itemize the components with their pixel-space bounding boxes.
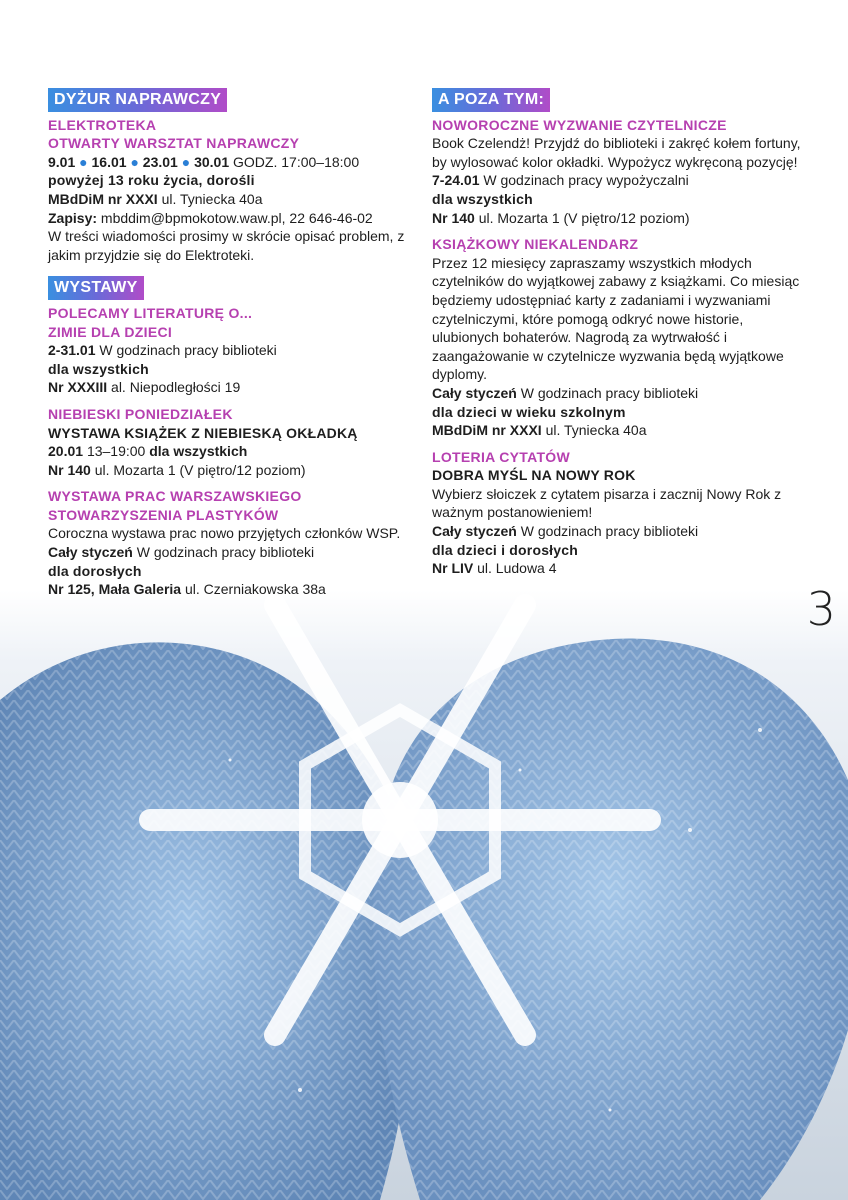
event-place [432,209,802,228]
bullet-icon: ● [181,153,191,170]
event-hours: GODZ. 17:00–18:00 [233,153,360,170]
event-place [48,190,418,209]
place-address: ul. Tyniecka 40a [161,190,263,207]
place-branch: Nr 140 [432,209,475,226]
signup-contact[interactable]: mbddim@bpmokotow.waw.pl, 22 646-46-02 [100,209,373,226]
event-date: Cały styczeń [48,544,133,561]
event-audience: dla dorosłych [48,562,142,579]
event-time [48,341,418,360]
event-category: POLECAMY LITERATURĘ O... [48,304,253,321]
event-place [432,421,802,440]
event-date: 23.01 [142,153,178,170]
signup-label: Zapisy: [48,209,98,226]
section-banner-more: A POZA TYM: [432,88,550,112]
event-category: WYSTAWA PRAC WARSZAWSKIEGO [48,488,302,505]
event-category: ELEKTROTEKA [48,116,157,133]
bullet-icon: ● [79,153,88,170]
event-hours: W godzinach pracy biblioteki [99,342,277,359]
event-description: Przez 12 miesięcy zapraszamy wszystkich młodych czytelników do wyjątkowej zabawy z książkami. Co miesiąc będziemy udostępniać karty z zadaniami i wyzwaniami czytelniczymi, które pomogą odkryć nowe historie, ulubionych bohaterów. Nagrodą za wytrwałość i zaangażowanie w czytelnicze wyzwania będą wyjątkowe dyplomy. [432,254,800,383]
event-description: Coroczna wystawa prac nowo przyjętych członków WSP. [48,525,401,542]
event-place [48,378,418,397]
event-time [432,171,802,190]
place-address: ul. Ludowa 4 [477,560,557,577]
event-hours: 13–19:00 [86,443,146,460]
place-branch: Nr LIV [432,560,474,577]
event-title: WYSTAWA KSIĄŻEK Z NIEBIESKĄ OKŁADKĄ [48,424,358,441]
event-dates [48,153,418,172]
event-description: Wybierz słoiczek z cytatem pisarza i zacznij Nowy Rok z ważnym postanowieniem! [432,485,782,521]
event-note: W treści wiadomości prosimy w skrócie opisać problem, z jakim przyjdzie się do Elektroteki. [48,228,405,263]
event-time [432,384,802,403]
place-address: ul. Czerniakowska 38a [184,581,326,598]
page-number: 3 [806,582,836,636]
event-hours: W godzinach pracy biblioteki [520,523,699,540]
event-audience: dla dzieci i dorosłych [432,541,578,558]
place-branch: Nr 140 [48,461,91,478]
event-time [48,442,418,461]
event-time [432,522,802,541]
event-date: 7-24.01 [432,172,480,189]
event-place [48,580,418,599]
event-signup [48,209,418,228]
place-address: al. Niepodległości 19 [111,379,241,396]
place-address: ul. Mozarta 1 (V piętro/12 poziom) [478,209,690,226]
place-branch: Nr XXXIII [48,379,108,396]
section-banner-repair: DYŻUR NAPRAWCZY [48,88,227,112]
event-date: 16.01 [91,153,127,170]
event-title: KSIĄŻKOWY NIEKALENDARZ [432,236,639,253]
event-date: 9.01 [48,153,76,170]
place-branch: Nr 125, Mała Galeria [48,581,182,598]
event-date: Cały styczeń [432,384,517,401]
event-hours: W godzinach pracy biblioteki [136,544,315,561]
event-title: OTWARTY WARSZTAT NAPRAWCZY [48,135,300,152]
event-description: Book Czelendż! Przyjdź do biblioteki i zakręć kołem fortuny, by wylosować kolor okładki. Wypożycz wykręconą pozycję! [432,135,801,170]
event-hours: W godzinach pracy wypożyczalni [483,172,689,189]
event-date: 2-31.01 [48,342,96,359]
event-audience: powyżej 13 roku życia, dorośli [48,172,255,189]
event-date: 30.01 [194,153,230,170]
event-title: ZIMIE DLA DZIECI [48,323,173,340]
event-place [432,559,802,578]
event-title: STOWARZYSZENIA PLASTYKÓW [48,506,279,523]
place-address: ul. Mozarta 1 (V piętro/12 poziom) [94,461,306,478]
event-time [48,543,418,562]
place-address: ul. Tyniecka 40a [545,422,647,439]
event-date: 20.01 [48,443,84,460]
event-category: LOTERIA CYTATÓW [432,448,570,465]
right-column [432,88,802,578]
bullet-icon: ● [130,153,139,170]
event-title: NOWOROCZNE WYZWANIE CZYTELNICZE [432,116,727,133]
mittens-snowflake-photo [0,590,848,1200]
event-hours: W godzinach pracy biblioteki [520,384,699,401]
place-branch: MBdDiM nr XXXI [432,422,542,439]
event-place [48,461,418,480]
event-audience: dla wszystkich [149,443,248,460]
event-category: NIEBIESKI PONIEDZIAŁEK [48,405,233,422]
event-audience: dla dzieci w wieku szkolnym [432,403,626,420]
event-title: DOBRA MYŚL NA NOWY ROK [432,467,636,484]
left-column [48,88,418,599]
event-audience: dla wszystkich [432,190,533,207]
section-banner-exhibits: WYSTAWY [48,276,144,300]
event-date: Cały styczeń [432,523,517,540]
place-branch: MBdDiM nr XXXI [48,190,158,207]
event-audience: dla wszystkich [48,360,149,377]
